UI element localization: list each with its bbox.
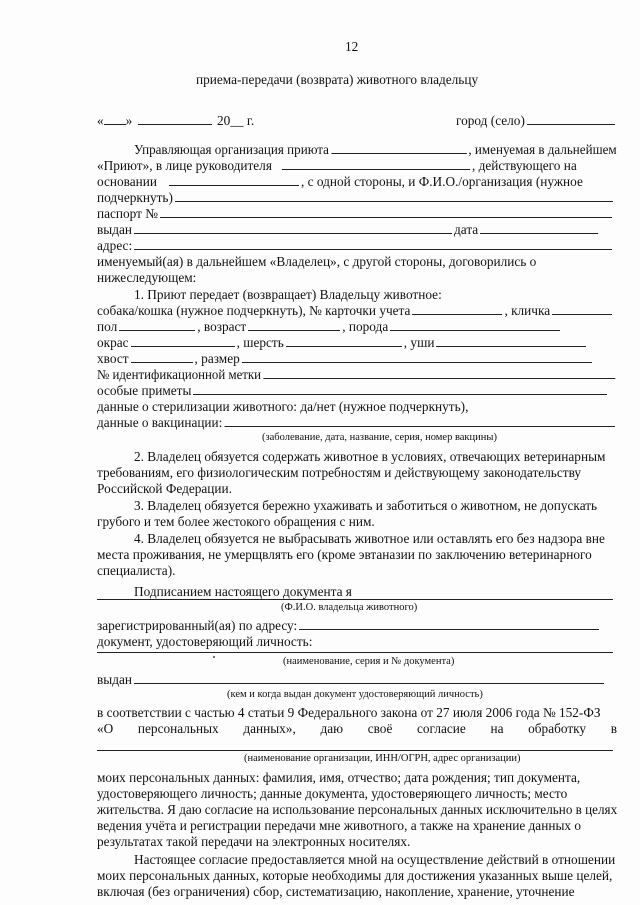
klichka-label: , кличка	[504, 303, 551, 318]
vaccination-blank	[224, 415, 614, 427]
passport-line	[97, 206, 614, 221]
page-number: 12	[345, 39, 359, 54]
okras-line	[97, 335, 588, 350]
clause-1-heading: 1. Приют передает (возвращает) Владельцу животное:	[134, 287, 442, 302]
org-caption: (наименование организации, ИНН/ОГРН, адрес организации)	[244, 753, 521, 764]
breed-blank	[390, 319, 560, 331]
org-label: Управляющая организация приюта	[134, 142, 329, 157]
color-blank	[131, 335, 235, 347]
director-blank	[282, 158, 470, 170]
date-line	[97, 113, 254, 128]
vydan-line	[97, 222, 600, 237]
consent-issued-blank	[134, 672, 604, 684]
registered-address-blank	[299, 618, 599, 630]
basis-blank	[169, 174, 299, 186]
priyut-label: «Приют», в лице руководителя	[97, 158, 272, 173]
org-suffix: , именуемая в дальнейшем	[468, 142, 617, 157]
sterilization-line: данные о стерилизации животного: да/нет (нужное подчеркнуть),	[97, 399, 469, 414]
vaccination-label: данные о вакцинации:	[97, 415, 223, 430]
clause-4-line-1: 4. Владелец обязуется не выбрасывать животное или оставлять его без надзора вне	[134, 531, 605, 546]
vozrast-label: , возраст	[197, 319, 247, 334]
fur-blank	[286, 335, 402, 347]
city-blank	[527, 113, 615, 125]
day-blank	[104, 113, 126, 125]
issue-date-blank	[480, 222, 598, 234]
card-number-blank	[412, 303, 502, 315]
clause-3-line-2: грубого и тем более жестокого обращения с ним.	[97, 514, 375, 529]
vydan-label: выдан	[97, 222, 132, 237]
osnov-line	[97, 174, 583, 189]
doc-caption: (наименование, серия и № документа)	[283, 656, 455, 667]
issued-by-blank	[134, 222, 452, 234]
signing-line	[134, 584, 352, 599]
owner-fio-blank	[97, 599, 613, 600]
adres-line	[97, 238, 614, 253]
law-word-3: даю	[320, 721, 344, 736]
pd-line-2: удостоверяющего личность; данные документа, удостоверяющего личность; место	[97, 786, 568, 801]
doc-id-line: документ, удостоверяющий личность:	[97, 634, 313, 649]
scan-speck	[213, 656, 215, 658]
clause-4-line-3: специалиста).	[97, 563, 176, 578]
consent-vydan-line	[97, 672, 606, 687]
priyut-suffix: , действующего на	[471, 158, 577, 173]
razmer-label: , размер	[194, 351, 240, 366]
sobaka-line	[97, 303, 614, 318]
vaccination-caption: (заболевание, дата, название, серия, номер вакцины)	[262, 432, 497, 443]
final-line-1: Настоящее согласие предоставляется мной на осуществление действий в отношении	[134, 852, 616, 867]
law-word-2: данных»,	[243, 721, 296, 736]
final-line-2: моих персональных данных, которые необходимы для достижения указанных выше целей,	[97, 868, 613, 883]
podcherk-line	[97, 190, 615, 205]
passport-label: паспорт №	[97, 206, 158, 221]
doc-id-blank	[97, 652, 613, 653]
quote-close: »	[125, 113, 133, 128]
sex-blank	[119, 319, 195, 331]
law-word-4: своё	[367, 721, 393, 736]
poroda-label: , порода	[342, 319, 389, 334]
pd-line-1: моих персональных данных: фамилия, имя, отчество; дата рождения; тип документа,	[97, 770, 581, 785]
registered-label: зарегистрированный(ая) по адресу:	[97, 618, 298, 633]
vaccination-line	[97, 415, 617, 430]
osnov-suffix: , с одной стороны, и Ф.И.О./организация (нужное	[301, 174, 583, 189]
sherst-label: , шерсть	[236, 335, 284, 350]
clause-4-line-2: места проживания, не умерщвлять его (кроме эвтаназии по заключению ветеринарного	[97, 547, 592, 562]
consent-vydan-label: выдан	[97, 672, 132, 687]
law-word-5: согласие	[417, 721, 466, 736]
tail-blank	[131, 351, 193, 363]
address-blank	[134, 238, 612, 250]
size-blank	[242, 351, 592, 363]
fio-caption: (Ф.И.О. владельца животного)	[281, 602, 418, 613]
nickname-blank	[552, 303, 612, 315]
organization-blank	[97, 750, 613, 751]
law-word-1: «О персональных	[97, 721, 219, 736]
law-word-8: в	[610, 721, 617, 736]
imen-line-2: нижеследующем:	[97, 270, 197, 285]
data-label: дата	[454, 222, 479, 237]
document-title: приема-передачи (возврата) животного владельцу	[196, 72, 479, 87]
age-blank	[248, 319, 340, 331]
imen-line-1: именуемый(ая) в дальнейшем «Владелец», с другой стороны, договорились о	[97, 254, 537, 269]
priyut-line	[97, 158, 577, 173]
vydan-caption: (кем и когда выдан документ удостоверяющий личность)	[227, 689, 483, 700]
law-line-2	[97, 721, 617, 736]
clause-2-line-1: 2. Владелец обязуется содержать животное в условиях, отвечающих ветеринарным	[134, 449, 606, 464]
clause-3-line-1: 3. Владелец обязуется бережно ухаживать и заботиться о животном, не допускать	[134, 498, 598, 513]
org-blank	[331, 142, 467, 154]
final-line-3: включая (без ограничения) сбор, систематизацию, накопление, хранение, уточнение	[97, 884, 575, 899]
primety-line	[97, 383, 609, 398]
adres-label: адрес:	[97, 238, 133, 253]
pd-line-5: результатах такой передачи на электронных носителях.	[97, 834, 411, 849]
chip-blank	[263, 367, 615, 379]
id-metka-line	[97, 367, 617, 382]
okras-label: окрас	[97, 335, 129, 350]
sobaka-label: собака/кошка (нужное подчеркнуть), № карточки учета	[97, 303, 411, 318]
owner-name-blank	[175, 190, 613, 202]
year-label: 20__ г.	[216, 113, 255, 128]
pd-line-4: ведения учёта и регистрации передачи мне животного, а также на хранение данных о	[97, 818, 581, 833]
city-label: город (село)	[456, 113, 525, 128]
registered-line	[97, 618, 601, 633]
clause-2-line-2: требованиям, его физиологическим потребностям и действующему законодательству	[97, 465, 582, 480]
month-blank	[138, 113, 212, 125]
signing-label: Подписанием настоящего документа я	[134, 584, 352, 599]
law-line-1: в соответствии с частью 4 статьи 9 Федерального закона от 27 июля 2006 года № 152-ФЗ	[97, 705, 601, 720]
pd-line-3: жительства. Я даю согласие на использование персональных данных исключительно в целях	[97, 802, 618, 817]
law-word-7: обработку	[528, 721, 587, 736]
org-line	[134, 142, 617, 157]
pol-label: пол	[97, 319, 118, 334]
law-word-6: на	[490, 721, 504, 736]
quote-open: «	[97, 113, 104, 128]
primety-label: особые приметы	[97, 383, 192, 398]
id-metka-label: № идентификационной метки	[97, 367, 262, 382]
podcherk-label: подчеркнуть)	[97, 190, 173, 205]
clause-2-line-3: Российской Федерации.	[97, 481, 232, 496]
marks-blank	[193, 383, 607, 395]
hvost-label: хвост	[97, 351, 129, 366]
ushi-label: , уши	[403, 335, 435, 350]
city-line	[456, 113, 617, 128]
ears-blank	[436, 335, 586, 347]
passport-blank	[160, 206, 612, 218]
hvost-line	[97, 351, 594, 366]
pol-line	[97, 319, 562, 334]
osnov-label: основании	[97, 174, 157, 189]
